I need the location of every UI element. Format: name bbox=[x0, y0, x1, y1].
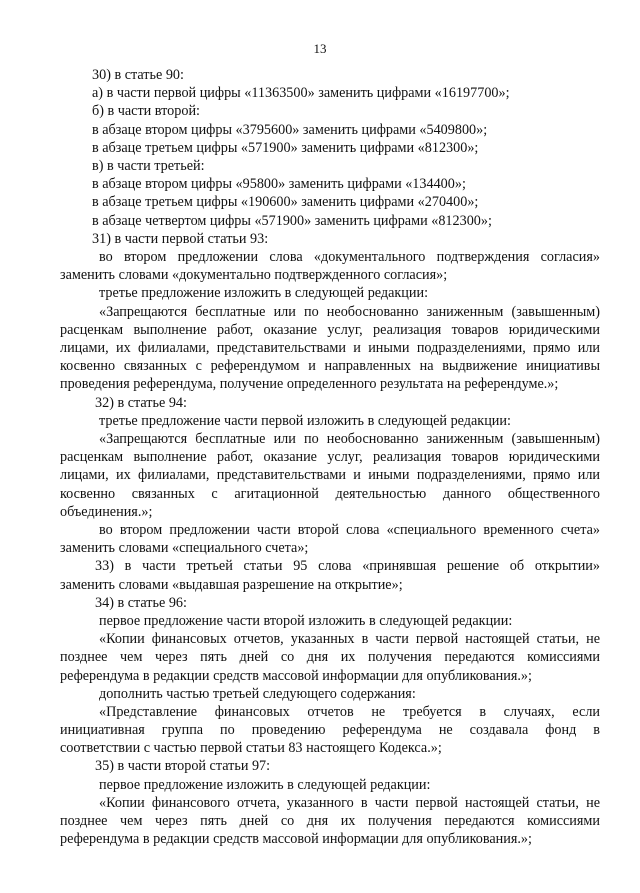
text-line: в абзаце втором цифры «95800» заменить цифрами «134400»; bbox=[92, 176, 466, 193]
text-line: третье предложение части первой изложить в следующей редакции: bbox=[99, 412, 511, 429]
text-line: 34) в статье 96: bbox=[95, 594, 187, 611]
text-line: косвенно связанных с референдумом и направленных на выдвижение инициативы bbox=[60, 358, 600, 375]
text-line: в) в части третьей: bbox=[92, 158, 205, 175]
text-line: «Копии финансовых отчетов, указанных в части первой настоящей статьи, не bbox=[99, 631, 600, 648]
text-line: 30) в статье 90: bbox=[92, 67, 184, 83]
text-line: соответствии с частью первой статьи 83 настоящего Кодекса.»; bbox=[60, 740, 442, 757]
text-line: 35) в части второй статьи 97: bbox=[95, 758, 271, 775]
text-line: «Представление финансовых отчетов не требуется в случаях, если bbox=[99, 703, 600, 720]
text-line: позднее чем через пять дней со дня их получения передаются комиссиями bbox=[60, 813, 600, 830]
text-line: во втором предложении части второй слова «специального временного счета» bbox=[99, 521, 600, 538]
document-body bbox=[60, 66, 600, 848]
text-line: третье предложение изложить в следующей редакции: bbox=[99, 285, 429, 302]
text-line: референдума в редакции средств массовой информации для опубликования.»; bbox=[60, 831, 532, 848]
text-line: косвенно связанных с агитационной деятельностью данного общественного bbox=[60, 485, 600, 502]
text-line: дополнить частью третьей следующего содержания: bbox=[99, 685, 416, 702]
text-line: инициативная группа по проведению референдума не создавала фонд в bbox=[60, 722, 600, 739]
text-line: «Копии финансового отчета, указанного в части первой настоящей статьи, не bbox=[99, 794, 600, 811]
text-line: позднее чем через пять дней со дня их получения передаются комиссиями bbox=[60, 649, 600, 666]
text-line: в абзаце втором цифры «3795600» заменить цифрами «5409800»; bbox=[92, 121, 488, 138]
text-line: б) в части второй: bbox=[92, 103, 200, 120]
text-line: лицами, их филиалами, представительствами и иными подразделениями, прямо или bbox=[60, 467, 600, 484]
text-line: расценкам выполнение работ, оказание услуг, реализация товаров юридическими bbox=[60, 321, 600, 338]
text-line: объединения.»; bbox=[60, 503, 153, 520]
page-number: 13 bbox=[313, 41, 327, 56]
text-line: лицами, их филиалами, представительствами и иными подразделениями, прямо или bbox=[60, 340, 600, 356]
text-line: первое предложение изложить в следующей редакции: bbox=[99, 776, 431, 793]
text-line: в абзаце четвертом цифры «571900» заменить цифрами «812300»; bbox=[92, 212, 492, 229]
text-line: референдума в редакции средств массовой информации для опубликования.»; bbox=[60, 667, 532, 684]
text-line: расценкам выполнение работ, оказание услуг, реализация товаров юридическими bbox=[60, 449, 600, 466]
text-line: заменить словами «специального счета»; bbox=[60, 540, 309, 557]
text-line: первое предложение части второй изложить в следующей редакции: bbox=[99, 612, 513, 629]
text-line: 32) в статье 94: bbox=[95, 394, 187, 411]
text-line: во втором предложении слова «документального подтверждения согласия» bbox=[99, 249, 600, 266]
text-line: а) в части первой цифры «11363500» заменить цифрами «16197700»; bbox=[92, 85, 510, 102]
text-line: проведения референдума, получение определенного результата на референдуме.»; bbox=[60, 376, 559, 393]
text-line: «Запрещаются бесплатные или по необоснованно заниженным (завышенным) bbox=[99, 430, 600, 447]
text-line: в абзаце третьем цифры «571900» заменить цифрами «812300»; bbox=[92, 139, 479, 156]
text-line: «Запрещаются бесплатные или по необоснованно заниженным (завышенным) bbox=[99, 303, 600, 320]
text-line: 31) в части первой статьи 93: bbox=[92, 230, 269, 247]
text-line: заменить словами «выдавшая разрешение на открытие»; bbox=[60, 576, 403, 593]
text-line: в абзаце третьем цифры «190600» заменить цифрами «270400»; bbox=[92, 194, 479, 211]
text-line: 33) в части третьей статьи 95 слова «принявшая решение об открытии» bbox=[95, 558, 600, 575]
text-line: заменить словами «документально подтвержденного согласия»; bbox=[60, 267, 448, 284]
